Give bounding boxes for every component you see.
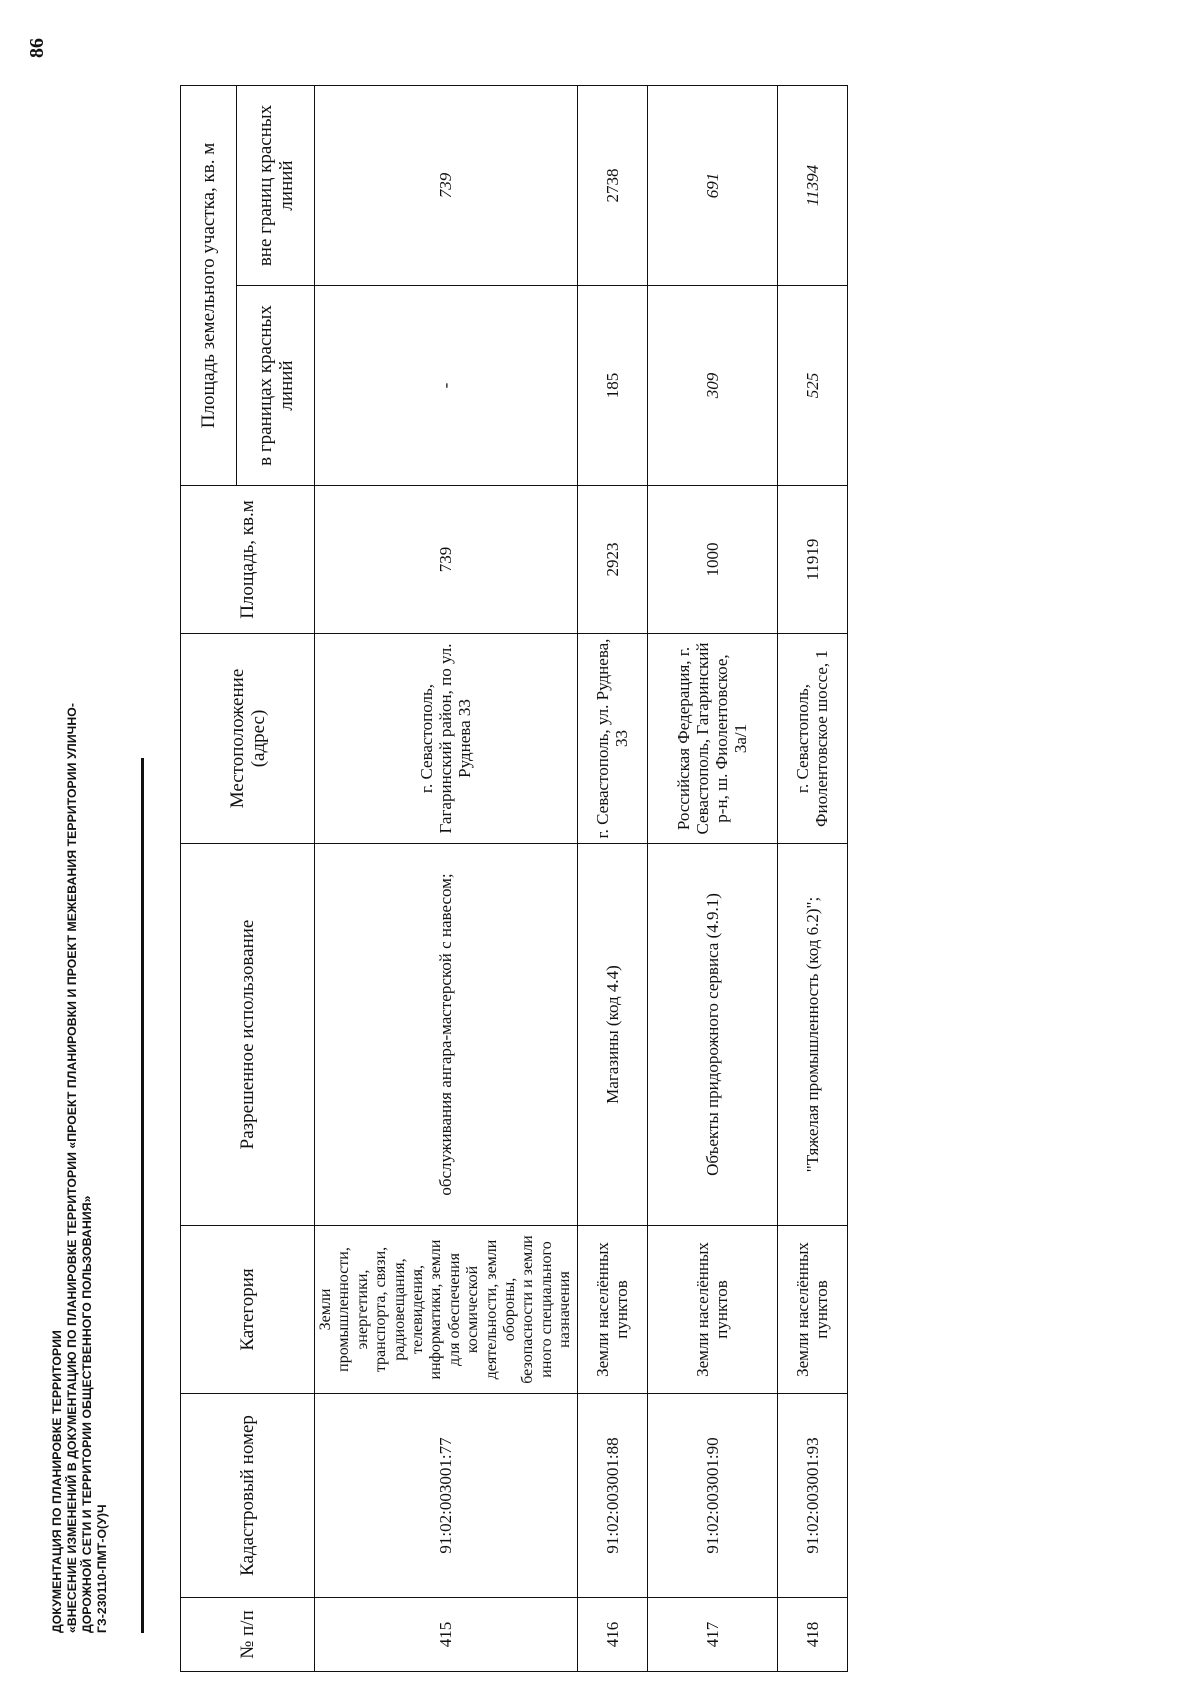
- cell-outside: 691: [647, 86, 777, 286]
- cell-area: 739: [315, 486, 578, 634]
- cell-area: 2923: [577, 486, 647, 634]
- cell-outside: 2738: [577, 86, 647, 286]
- cell-category: Земли населённых пунктов: [777, 1226, 847, 1394]
- table-row: [577, 86, 647, 1672]
- header-line: ДОКУМЕНТАЦИЯ ПО ПЛАНИРОВКЕ ТЕРРИТОРИИ: [50, 1330, 64, 1633]
- col-header-cadastral: Кадастровый номер: [181, 1394, 315, 1598]
- cell-use: обслуживания ангара-мастерской с навесом;: [315, 844, 578, 1226]
- cell-category: Земли промышленности, энергетики, транспорта, связи, радиовещания, телевидения, информатики, земли для обеспечения космической деятельности, земли обороны, безопасности и земли иного специального назначения: [315, 1226, 578, 1394]
- header-divider: [141, 758, 144, 1633]
- cell-use: Объекты придорожного сервиса (4.9.1): [647, 844, 777, 1226]
- header-line: ДОРОЖНОЙ СЕТИ И ТЕРРИТОРИИ ОБЩЕСТВЕННОГО ПОЛЬЗОВАНИЯ»: [80, 1195, 94, 1633]
- cell-cadastral: 91:02:003001:93: [777, 1394, 847, 1598]
- cell-inside: 185: [577, 286, 647, 486]
- cell-num: 415: [315, 1598, 578, 1672]
- col-header-location: Местоположение (адрес): [181, 634, 315, 844]
- cell-outside: 739: [315, 86, 578, 286]
- document-page: [20, 18, 1180, 1688]
- cell-inside: -: [315, 286, 578, 486]
- col-header-category: Категория: [181, 1226, 315, 1394]
- table-row: [315, 86, 578, 1672]
- table-row: [647, 86, 777, 1672]
- col-header-inside: в границах красных линий: [237, 286, 315, 486]
- cell-category: Земли населённых пунктов: [577, 1226, 647, 1394]
- cell-inside: 309: [647, 286, 777, 486]
- col-header-area: Площадь, кв.м: [181, 486, 315, 634]
- cell-inside: 525: [777, 286, 847, 486]
- page-number: 86: [26, 38, 48, 58]
- cell-area: 1000: [647, 486, 777, 634]
- cell-location: Российская Федерация, г. Севастополь, Гагаринский р-н, ш. Фиолентовское, 3а/1: [647, 634, 777, 844]
- cell-location: г. Севастополь, Гагаринский район, по ул. Руднева 33: [315, 634, 578, 844]
- cell-cadastral: 91:02:003001:88: [577, 1394, 647, 1598]
- cell-num: 417: [647, 1598, 777, 1672]
- col-header-use: Разрешенное использование: [181, 844, 315, 1226]
- cell-num: 418: [777, 1598, 847, 1672]
- cell-cadastral: 91:02:003001:77: [315, 1394, 578, 1598]
- cell-num: 416: [577, 1598, 647, 1672]
- parcels-table: [180, 85, 848, 1672]
- cell-use: "Тяжелая промышленность (код 6.2)";: [777, 844, 847, 1226]
- header-line: «ВНЕСЕНИЕ ИЗМЕНЕНИЙ В ДОКУМЕНТАЦИЮ ПО ПЛАНИРОВКЕ ТЕРРИТОРИИ «ПРОЕКТ ПЛАНИРОВКИ И ПРОЕКТ МЕЖЕВАНИЯ ТЕРРИТОРИИ УЛИЧНО-: [65, 703, 79, 1633]
- document-header: [50, 703, 110, 1633]
- col-header-num: № п/п: [181, 1598, 315, 1672]
- col-header-parcel-area: Площадь земельного участка, кв. м: [181, 86, 237, 486]
- cell-area: 11919: [777, 486, 847, 634]
- table-row: [777, 86, 847, 1672]
- header-line: ГЗ-230110-ПМТ-О(У)Ч: [95, 1504, 109, 1633]
- cell-outside: 11394: [777, 86, 847, 286]
- col-header-outside: вне границ красных линий: [237, 86, 315, 286]
- cell-location: г. Севастополь, Фиолентовское шоссе, 1: [777, 634, 847, 844]
- cell-use: Магазины (код 4.4): [577, 844, 647, 1226]
- cell-location: г. Севастополь, ул. Руднева, 33: [577, 634, 647, 844]
- cell-category: Земли населённых пунктов: [647, 1226, 777, 1394]
- cell-cadastral: 91:02:003001:90: [647, 1394, 777, 1598]
